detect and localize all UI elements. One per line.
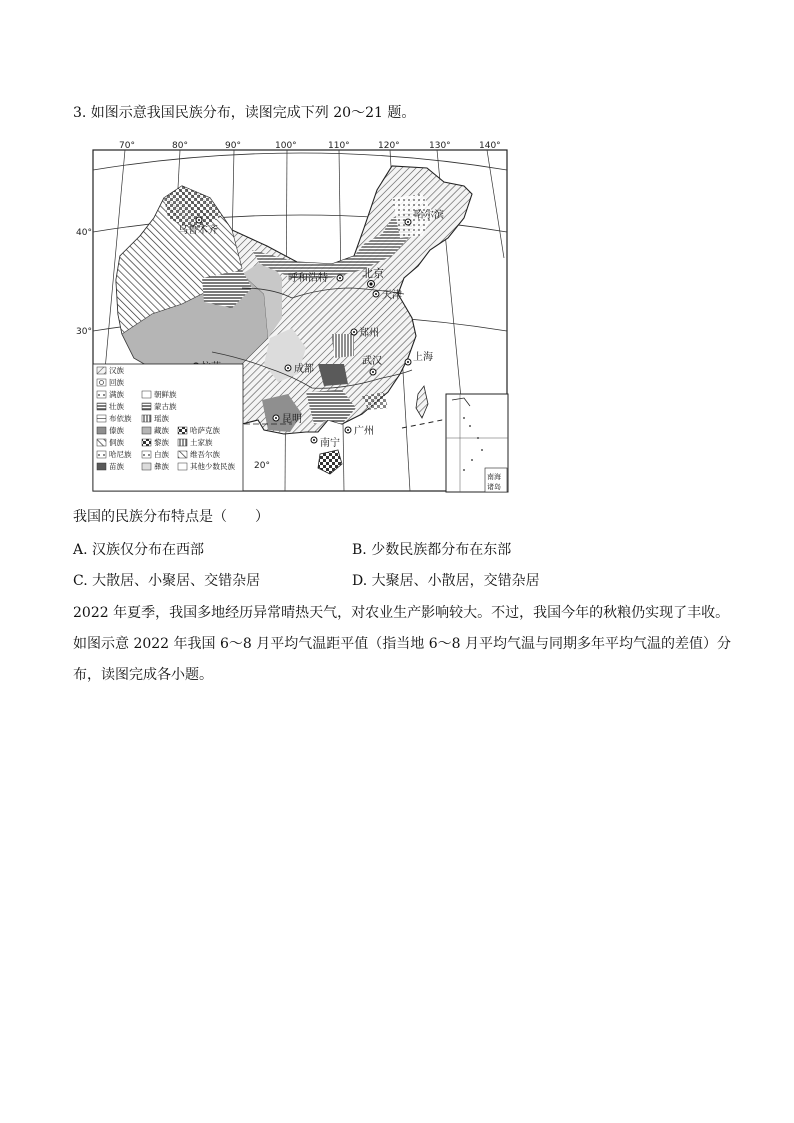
- city-label: 呼和浩特: [288, 273, 328, 284]
- ethnic-distribution-map: [76, 138, 508, 492]
- inset-label: 诸岛: [487, 483, 501, 491]
- legend-item: 黎族: [154, 438, 169, 447]
- lon-label: 120°: [378, 141, 400, 151]
- legend-item: 其他少数民族: [190, 462, 235, 471]
- lat-label: 40°: [76, 228, 92, 238]
- legend-item: 藏族: [154, 426, 169, 435]
- lon-label: 70°: [119, 141, 135, 151]
- legend-item: 哈尼族: [109, 450, 132, 459]
- legend-item: 蒙古族: [154, 402, 177, 411]
- city-label: 乌鲁木齐: [178, 225, 218, 236]
- question-3-intro: 3. 如图示意我国民族分布，读图完成下列 20～21 题。: [73, 105, 416, 121]
- lon-label: 140°: [479, 141, 501, 151]
- question-20-stem: 我国的民族分布特点是（ ）: [73, 509, 269, 525]
- lat-label: 30°: [76, 327, 92, 337]
- lon-label: 90°: [225, 141, 241, 151]
- option-d[interactable]: D. 大聚居、小散居，交错杂居: [352, 573, 540, 589]
- option-b[interactable]: B. 少数民族都分布在东部: [352, 542, 512, 558]
- city-label: 广州: [354, 426, 374, 437]
- passage-line: 布，读图完成各小题。: [73, 667, 213, 683]
- option-a[interactable]: A. 汉族仅分布在西部: [73, 542, 205, 558]
- city-label: 成都: [294, 364, 314, 375]
- inset-label: 南海: [487, 473, 501, 481]
- legend-item: 哈萨克族: [190, 426, 220, 435]
- city-label: 郑州: [359, 328, 379, 339]
- city-label: 哈尔滨: [414, 210, 444, 221]
- legend-item: 汉族: [109, 366, 124, 375]
- legend-item: 白族: [154, 450, 169, 459]
- legend-item: 侗族: [109, 438, 124, 447]
- city-label: 武汉: [362, 356, 382, 367]
- legend-item: 朝鲜族: [154, 390, 177, 399]
- lon-label: 130°: [429, 141, 451, 151]
- city-label: 昆明: [282, 414, 302, 425]
- option-c[interactable]: C. 大散居、小聚居、交错杂居: [73, 573, 261, 589]
- city-label: 南宁: [320, 438, 340, 449]
- passage-line: 如图示意 2022 年我国 6～8 月平均气温距平值（指当地 6～8 月平均气温与同期多年平均气温的差值）分: [73, 636, 731, 652]
- lon-label: 100°: [275, 141, 297, 151]
- map-legend: [93, 364, 243, 491]
- legend-item: 维吾尔族: [190, 450, 220, 459]
- legend-item: 土家族: [190, 438, 213, 447]
- legend-item: 壮族: [109, 402, 124, 411]
- city-label: 北京: [362, 267, 384, 280]
- lat-label: 20°: [254, 461, 270, 471]
- lon-label: 80°: [172, 141, 188, 151]
- legend-item: 瑶族: [154, 414, 169, 423]
- legend-item: 回族: [109, 378, 124, 387]
- legend-item: 苗族: [109, 462, 124, 471]
- city-label: 天津: [382, 290, 402, 301]
- south-china-sea-inset: [446, 394, 508, 492]
- legend-item: 彝族: [154, 462, 169, 471]
- lon-label: 110°: [328, 141, 350, 151]
- legend-item: 布依族: [109, 414, 132, 423]
- legend-item: 傣族: [109, 426, 124, 435]
- passage-line: 2022 年夏季，我国多地经历异常晴热天气，对农业生产影响较大。不过，我国今年的秋粮仍实现了丰收。: [73, 605, 730, 621]
- legend-item: 满族: [109, 390, 124, 399]
- city-label: 上海: [413, 352, 433, 363]
